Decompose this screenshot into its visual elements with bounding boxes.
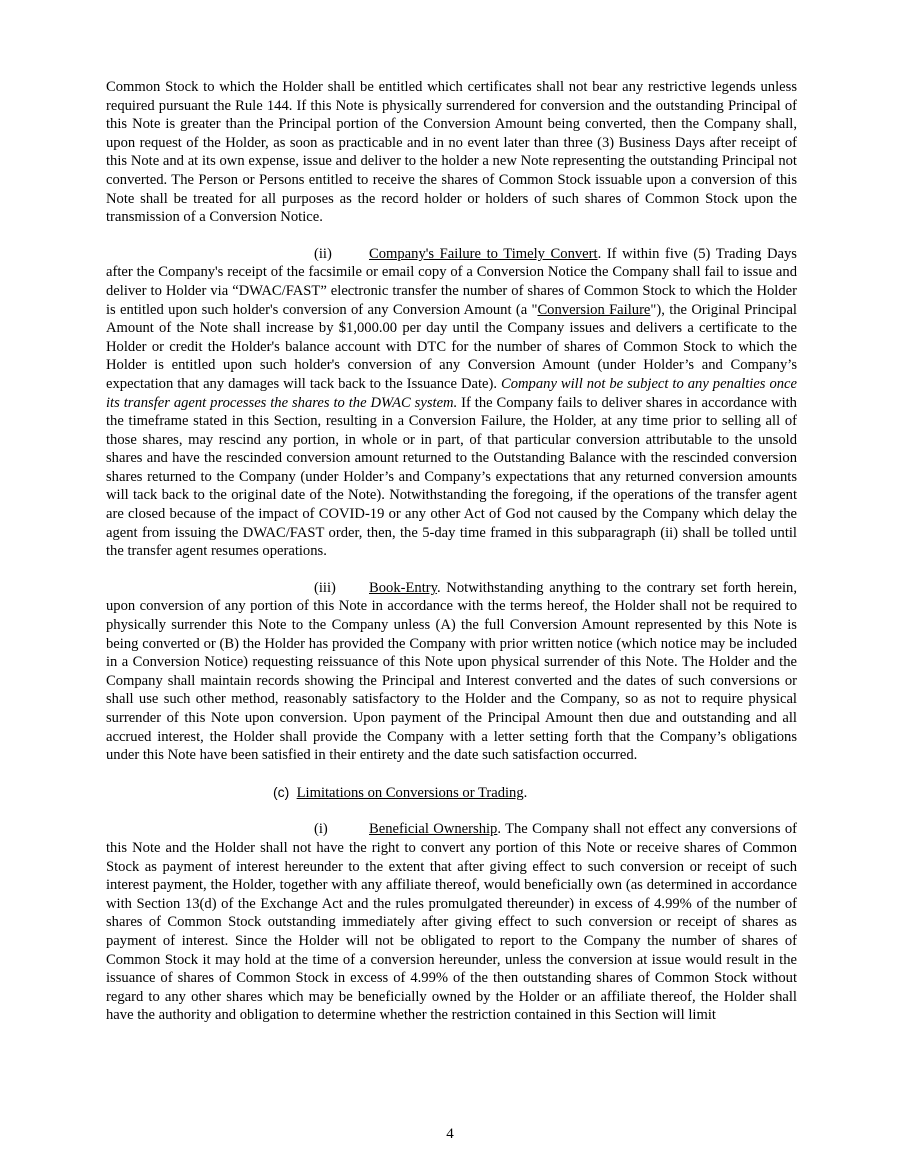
section-c-heading	[106, 783, 797, 803]
page-number: 4	[446, 1126, 454, 1142]
section-c-suffix: .	[523, 784, 528, 801]
section-c-i-number: (i)	[314, 821, 328, 838]
section-iii-text: . Notwithstanding anything to the contrary set forth herein, upon conversion of any portion of this Note in accordance with the terms hereof, the Holder shall not be required to physically surrender this Note to the Company unless (A) the full Conversion Amount represented by this Note is being converted or (B) the Holder has provided the Company with prior written notice (which notice may be included in a Conversion Notice) requesting reissuance of this Note upon physical surrender of this Note. The Holder and the Company shall maintain records showing the Principal and Interest converted and the dates of such conversions or shall use such other method, reasonably satisfactory to the Holder and the Company, so as not to require physical surrender of this Note upon conversion. Upon payment of the Principal Amount then due and outstanding and all accrued interest, the Holder shall provide the Company with a letter setting forth that the Company’s obligations under this Note have been satisfied in their entirety and the date such satisfaction occurred.	[106, 579, 797, 764]
section-ii-text-3: If the Company fails to deliver shares in accordance with the timeframe stated in this Section, resulting in a Conversion Failure, the Holder, at any time prior to selling all of those shares, may rescind any portion, in whole or in part, of that particular conversion attributable to the unsold shares and have the rescinded conversion amount returned to the Outstanding Balance with the rescinded conversion shares returned to the Company (under Holder’s and Company’s expectations that any returned conversion amounts will tack back to the original date of the Note). Notwithstanding the foregoing, if the operations of the transfer agent are closed because of the impact of COVID-19 or any other Act of God not caused by the Company which delay the agent from issuing the DWAC/FAST order, then, the 5-day time framed in this subparagraph (ii) shall be tolled until the transfer agent resumes operations.	[106, 394, 797, 560]
section-ii-italic-text: Company will not be subject to any penalties once its transfer agent processes the shares to the DWAC system.	[106, 375, 797, 411]
section-c-i-text: . The Company shall not effect any conversions of this Note and the Holder shall not have the right to convert any portion of this Note or receive shares of Common Stock as payment of interest hereunder to the extent that after giving effect to such conversion or receipt of such interest payment, the Holder, together with any affiliate thereof, would beneficially own (as determined in accordance with Section 13(d) of the Exchange Act and the rules promulgated thereunder) in excess of 4.99% of the number of shares of Common Stock outstanding immediately after giving effect to such conversion or receipt of shares as payment of interest. Since the Holder will not be obligated to report to the Company the number of shares of Common Stock it may hold at the time of a conversion hereunder, unless the conversion at issue would result in the issuance of shares of Common Stock in excess of 4.99% of the then outstanding shares of Common Stock without regard to any other shares which may be beneficially owned by the Holder or an affiliate thereof, the Holder shall have the authority and obligation to determine whether the restriction contained in this Section will limit	[106, 821, 798, 1024]
conversion-failure-term: Conversion Failure	[537, 301, 651, 318]
section-iii-number: (iii)	[314, 579, 336, 596]
section-iii-title: Book-Entry	[369, 579, 437, 596]
section-c-i-paragraph	[106, 820, 797, 1025]
section-c-title: Limitations on Conversions or Trading	[296, 784, 524, 801]
section-ii-text-1: . If within five (5) Trading Days after the Company's receipt of the facsimile or email copy of a Conversion Notice the Company shall fail to issue and deliver to Holder via “DWAC/FAST” electronic transfer the number of shares of Common Stock to which the Holder is entitled upon such holder's conversion of any Conversion Amount (a "	[106, 245, 797, 318]
paragraph-continuation-text: Common Stock to which the Holder shall be entitled which certificates shall not bear any restrictive legends unless required pursuant the Rule 144. If this Note is physically surrendered for conversion and the outstanding Principal of this Note is greater than the Principal portion of the Conversion Amount being converted, then the Company shall, upon request of the Holder, as soon as practicable and in no event later than three (3) Business Days after receipt of this Note and at its own expense, issue and deliver to the holder a new Note representing the outstanding Principal not converted. The Person or Persons entitled to receive the shares of Common Stock issuable upon a conversion of this Note shall be treated for all purposes as the record holder or holders of such shares of Common Stock upon the transmission of a Conversion Notice.	[106, 79, 797, 226]
section-ii-number: (ii)	[314, 245, 332, 262]
paragraph-continuation	[106, 78, 797, 227]
document-page	[106, 78, 797, 1043]
section-c-number: (c)	[273, 783, 290, 800]
section-ii-text-2: "), the Original Principal Amount of the Note shall increase by $1,000.00 per day until the Company issues and delivers a certificate to the Holder or credit the Holder's balance account with DTC for the number of shares of Common Stock to which the Holder is entitled upon such holder's conversion of any Conversion Amount (under Holder’s and Company’s expectation that any damages will tack back to the Issuance Date).	[106, 301, 797, 392]
section-ii-paragraph	[106, 245, 797, 561]
section-iii-paragraph	[106, 579, 797, 765]
section-c-i-title: Beneficial Ownership	[369, 821, 498, 838]
section-ii-title: Company's Failure to Timely Convert	[369, 245, 598, 262]
